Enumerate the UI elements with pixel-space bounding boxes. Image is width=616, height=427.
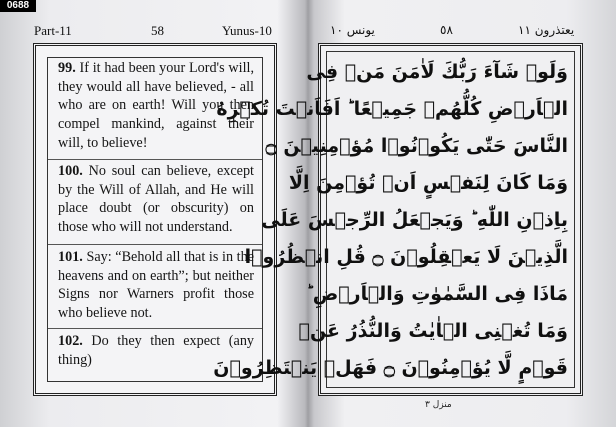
arabic-text-box — [213, 51, 575, 388]
left-header-surah: Yunus-10 — [222, 23, 272, 38]
right-header-part: يعتذرون ١١ — [518, 23, 575, 37]
arabic-line: الۡاَرۡضِ كُلُّهُمۡ جَمِيۡعًا ؕ اَفَاَنۡتَ تُكۡرِهُ — [216, 98, 568, 120]
arabic-line: مَاذَا فِى السَّمٰوٰتِ وَالۡاَرۡضِ ؕ — [306, 283, 568, 305]
manzil-marker: منزل ٣ — [425, 400, 452, 410]
arabic-line: وَلَوۡ شَآءَ رَبُّكَ لَاٰمَنَ مَنۡ فِى — [306, 61, 568, 83]
arabic-line: الَّذِيۡنَ لَا يَعۡقِلُوۡنَ ۝ قُلِ انۡظُرُوۡا — [244, 246, 568, 268]
verse-number: 99. — [58, 60, 76, 76]
verse-text: No soul can believe, except by the Will of Allah, and He will place doubt (or obscurity) on those who will not understand. — [58, 163, 254, 236]
verse-text: If it had been your Lord's will, they would all have believed, - all who are on earth! Will you then compel mankind, against their will, to believe! — [58, 60, 255, 151]
arabic-line: وَمَا تُغۡنِى الۡاٰيٰتُ وَالنُّذُرُ عَنۡ — [298, 320, 568, 342]
verse-number: 101. — [58, 249, 83, 265]
verse-text: Say: “Behold all that is in the heavens and on earth”; but neither Signs nor Warners profit those who believe not. — [58, 249, 254, 322]
verse-number: 102. — [58, 333, 83, 349]
arabic-line: وَمَا كَانَ لِنَفۡسٍ اَنۡ تُؤۡمِنَ اِلَّا — [288, 172, 568, 194]
right-header-surah: يونس ١٠ — [330, 23, 375, 37]
verse-divider — [48, 244, 262, 245]
verse-text: Do they then expect (any thing) — [58, 333, 255, 368]
left-header-part: Part-11 — [34, 23, 72, 38]
arabic-line: قَوۡمٍ لَّا يُؤۡمِنُوۡنَ ۝ فَهَلۡ يَنۡتَظِرُوۡنَ — [213, 357, 568, 379]
image-id-label: 0688 — [0, 0, 36, 12]
verse-divider — [48, 159, 262, 160]
arabic-page-frame — [213, 43, 583, 396]
verse-100 — [58, 162, 254, 237]
verse-number: 100. — [58, 163, 83, 179]
left-header-page-number: 58 — [151, 23, 164, 38]
verse-101 — [58, 248, 254, 323]
arabic-line: بِاِذۡنِ اللّٰهِ ؕ وَيَجۡعَلُ الرِّجۡسَ عَلَى — [261, 209, 568, 231]
right-header-page-number: ٥٨ — [440, 23, 453, 37]
arabic-line: النَّاسَ حَتّٰى يَكُوۡنُوۡا مُؤۡمِنِيۡنَ ۝ — [265, 135, 568, 157]
verse-divider — [48, 328, 262, 329]
